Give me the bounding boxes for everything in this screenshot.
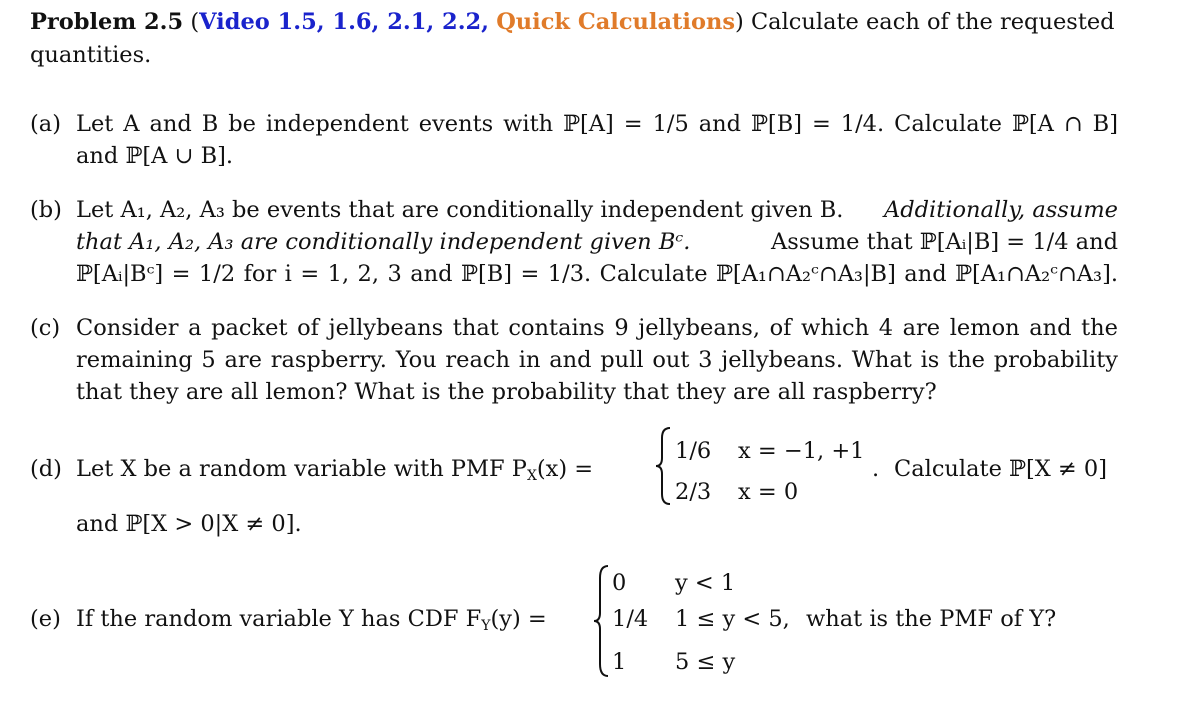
part-b-label: (b)	[30, 197, 62, 223]
part-b-line2-text: Assume that ℙ[Aᵢ|B] = 1/4 and	[771, 229, 1118, 255]
part-d-brace	[654, 426, 674, 506]
part-d-line2: and ℙ[X > 0|X ≠ 0].	[76, 511, 302, 537]
part-b-line2-italic: that A₁, A₂, A₃ are conditionally independent given Bᶜ.	[76, 229, 691, 255]
problem-number: Problem 2.5	[30, 9, 184, 35]
heading-line2: quantities.	[30, 42, 152, 68]
part-b-line1	[76, 199, 1118, 222]
part-e-case1-condition: y < 1	[675, 570, 736, 596]
part-e-tail: what is the PMF of Y?	[806, 606, 1057, 632]
problem-heading	[30, 11, 1115, 34]
heading-instruction: Calculate each of the requested	[750, 9, 1115, 35]
part-b-line1-text: Let A₁, A₂, A₃ be events that are conditionally independent given B.	[76, 197, 844, 223]
part-e-label: (e)	[30, 606, 61, 632]
part-a-label: (a)	[30, 111, 61, 137]
part-e-lead-sub: Y	[481, 618, 491, 634]
part-d-lead	[76, 458, 593, 483]
part-b-line2	[76, 231, 1118, 254]
part-e-brace	[592, 564, 612, 678]
part-d-case1-value: 1/6	[675, 438, 712, 464]
heading-close-paren: )	[735, 9, 744, 35]
quick-calculations-link[interactable]: Quick Calculations	[496, 9, 736, 35]
part-d-lead-sub: X	[526, 468, 537, 484]
part-b-line3: ℙ[Aᵢ|Bᶜ] = 1/2 for i = 1, 2, 3 and ℙ[B] = 1/3. Calculate ℙ[A₁∩A₂ᶜ∩A₃|B] and ℙ[A₁∩A₂ᶜ∩A₃].	[76, 261, 1118, 287]
part-d-tail: Calculate ℙ[X ≠ 0]	[894, 456, 1108, 482]
part-c-label: (c)	[30, 315, 61, 341]
part-c-line3: that they are all lemon? What is the probability that they are all raspberry?	[76, 379, 937, 405]
part-e-case2-value: 1/4	[612, 606, 649, 632]
part-e-case3-condition: 5 ≤ y	[675, 649, 736, 675]
part-d-case1-condition: x = −1, +1	[738, 438, 865, 464]
part-e-case2-condition: 1 ≤ y < 5,	[675, 606, 790, 632]
part-d-label: (d)	[30, 456, 62, 482]
part-e-case3-value: 1	[612, 649, 627, 675]
part-e-lead-end: (y) =	[490, 606, 547, 632]
part-d-lead-text: Let X be a random variable with PMF P	[76, 456, 527, 482]
part-d-case2-condition: x = 0	[738, 479, 799, 505]
part-d-period: .	[872, 456, 880, 482]
part-c-line2: remaining 5 are raspberry. You reach in and pull out 3 jellybeans. What is the probability	[76, 347, 1118, 373]
part-c-line1: Consider a packet of jellybeans that contains 9 jellybeans, of which 4 are lemon and the	[76, 315, 1118, 341]
part-e-case1-value: 0	[612, 570, 627, 596]
part-e-lead-text: If the random variable Y has CDF F	[76, 606, 482, 632]
part-e-lead	[76, 608, 547, 633]
part-a-line2: and ℙ[A ∪ B].	[76, 143, 234, 169]
part-a-line1: Let A and B be independent events with ℙ[A] = 1/5 and ℙ[B] = 1/4. Calculate ℙ[A ∩ B]	[76, 111, 1118, 137]
part-d-lead-end: (x) =	[536, 456, 594, 482]
heading-open-paren: (	[190, 9, 200, 35]
part-b-line1-italic: Additionally, assume	[883, 197, 1118, 223]
video-links[interactable]: Video 1.5, 1.6, 2.1, 2.2,	[199, 9, 490, 35]
part-d-case2-value: 2/3	[675, 479, 712, 505]
